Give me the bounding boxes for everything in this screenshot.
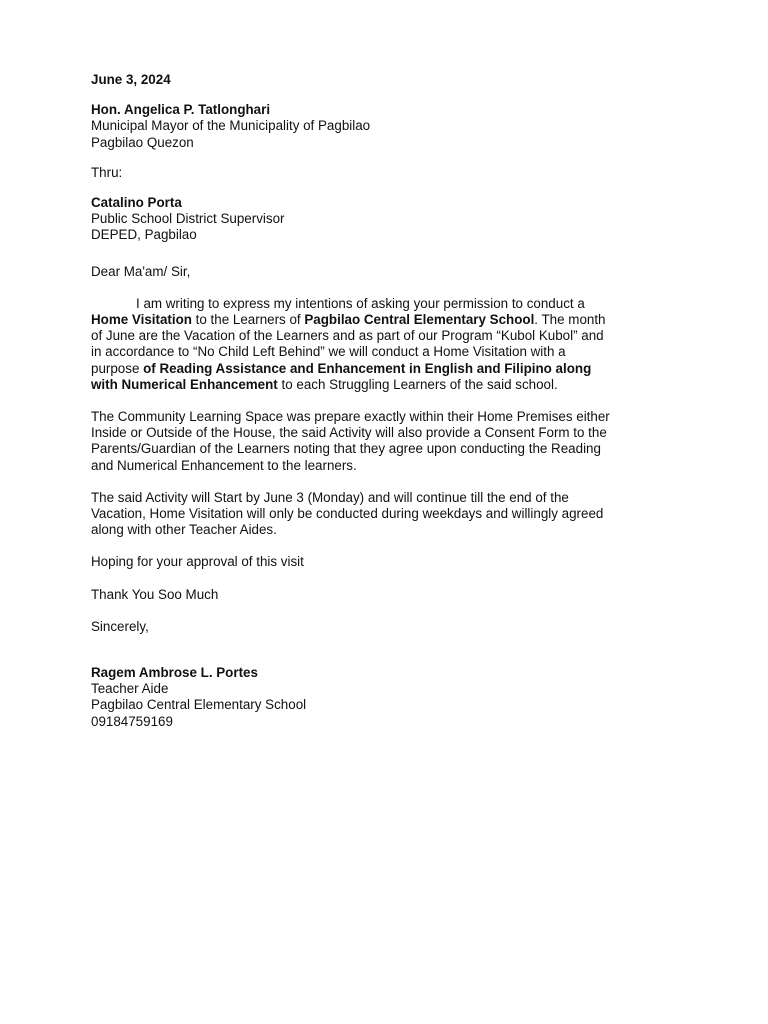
recipient-name: Hon. Angelica P. Tatlonghari xyxy=(91,102,271,118)
thru-office: DEPED, Pagbilao xyxy=(91,227,197,243)
paragraph-2-line: Inside or Outside of the House, the said Activity will also provide a Consent Form to the xyxy=(91,425,607,441)
paragraph-3-line: The said Activity will Start by June 3 (Monday) and will continue till the end of the xyxy=(91,489,569,505)
sender-block xyxy=(91,665,681,730)
letter-date xyxy=(91,72,681,88)
home-visitation-bold: Home Visitation xyxy=(91,312,192,328)
thru-label: Thru: xyxy=(91,164,123,180)
paragraph-2-line: Parents/Guardian of the Learners noting that they agree upon conducting the Reading xyxy=(91,441,601,457)
paragraph-1-line-5-text: purpose xyxy=(91,360,144,376)
thru-block xyxy=(91,195,681,244)
paragraph-1-line-2-text-a: to the Learners of xyxy=(191,312,305,328)
school-name-bold: Pagbilao Central Elementary School xyxy=(304,312,535,328)
sender-phone: 09184759169 xyxy=(91,713,173,729)
paragraph-1-line-6-text: to each Struggling Learners of the said school. xyxy=(277,376,558,392)
salutation: Dear Ma'am/ Sir, xyxy=(91,263,191,279)
paragraph-1-line-1-text: I am writing to express my intentions of asking your permission to conduct a xyxy=(136,295,585,311)
paragraph-2-line: and Numerical Enhancement to the learners. xyxy=(91,457,357,473)
date-text: June 3, 2024 xyxy=(91,72,171,87)
paragraph-1-line-3: of June are the Vacation of the Learners and as part of our Program “Kubol Kubol” and xyxy=(91,328,604,344)
paragraph-1-line-5 xyxy=(91,361,681,377)
paragraph-2-line: The Community Learning Space was prepare exactly within their Home Premises either xyxy=(91,409,610,425)
paragraph-1-line-6 xyxy=(91,377,681,393)
hoping-block xyxy=(91,554,681,570)
paragraph-3-line: along with other Teacher Aides. xyxy=(91,522,277,538)
sender-title: Teacher Aide xyxy=(91,681,169,697)
paragraph-1-line-2-text-b: . The month xyxy=(534,312,606,328)
paragraph-1-line-2 xyxy=(91,312,681,328)
letter-page xyxy=(91,72,681,730)
thru-label-block xyxy=(91,165,681,181)
thru-name: Catalino Porta xyxy=(91,195,182,211)
numerical-enhancement-bold: with Numerical Enhancement xyxy=(91,376,278,392)
paragraph-1-line-4: in accordance to “No Child Left Behind” we will conduct a Home Visitation with a xyxy=(91,344,566,360)
paragraph-3-line: Vacation, Home Visitation will only be conducted during weekdays and willingly agreed xyxy=(91,506,604,522)
closing-block xyxy=(91,619,681,635)
recipient-title: Municipal Mayor of the Municipality of Pagbilao xyxy=(91,118,371,134)
salutation-block xyxy=(91,264,681,280)
closing-text: Sincerely, xyxy=(91,618,149,634)
thanks-block xyxy=(91,587,681,603)
paragraph-1-line-1 xyxy=(91,296,681,312)
recipient-location: Pagbilao Quezon xyxy=(91,134,194,150)
hoping-text: Hoping for your approval of this visit xyxy=(91,554,304,570)
paragraph-1 xyxy=(91,296,681,393)
thru-title: Public School District Supervisor xyxy=(91,211,285,227)
sender-school: Pagbilao Central Elementary School xyxy=(91,697,307,713)
paragraph-2 xyxy=(91,409,681,474)
purpose-bold: of Reading Assistance and Enhancement in English and Filipino along xyxy=(143,360,592,376)
recipient-block xyxy=(91,102,681,151)
thanks-text: Thank You Soo Much xyxy=(91,586,219,602)
paragraph-3 xyxy=(91,490,681,539)
sender-name: Ragem Ambrose L. Portes xyxy=(91,665,258,681)
